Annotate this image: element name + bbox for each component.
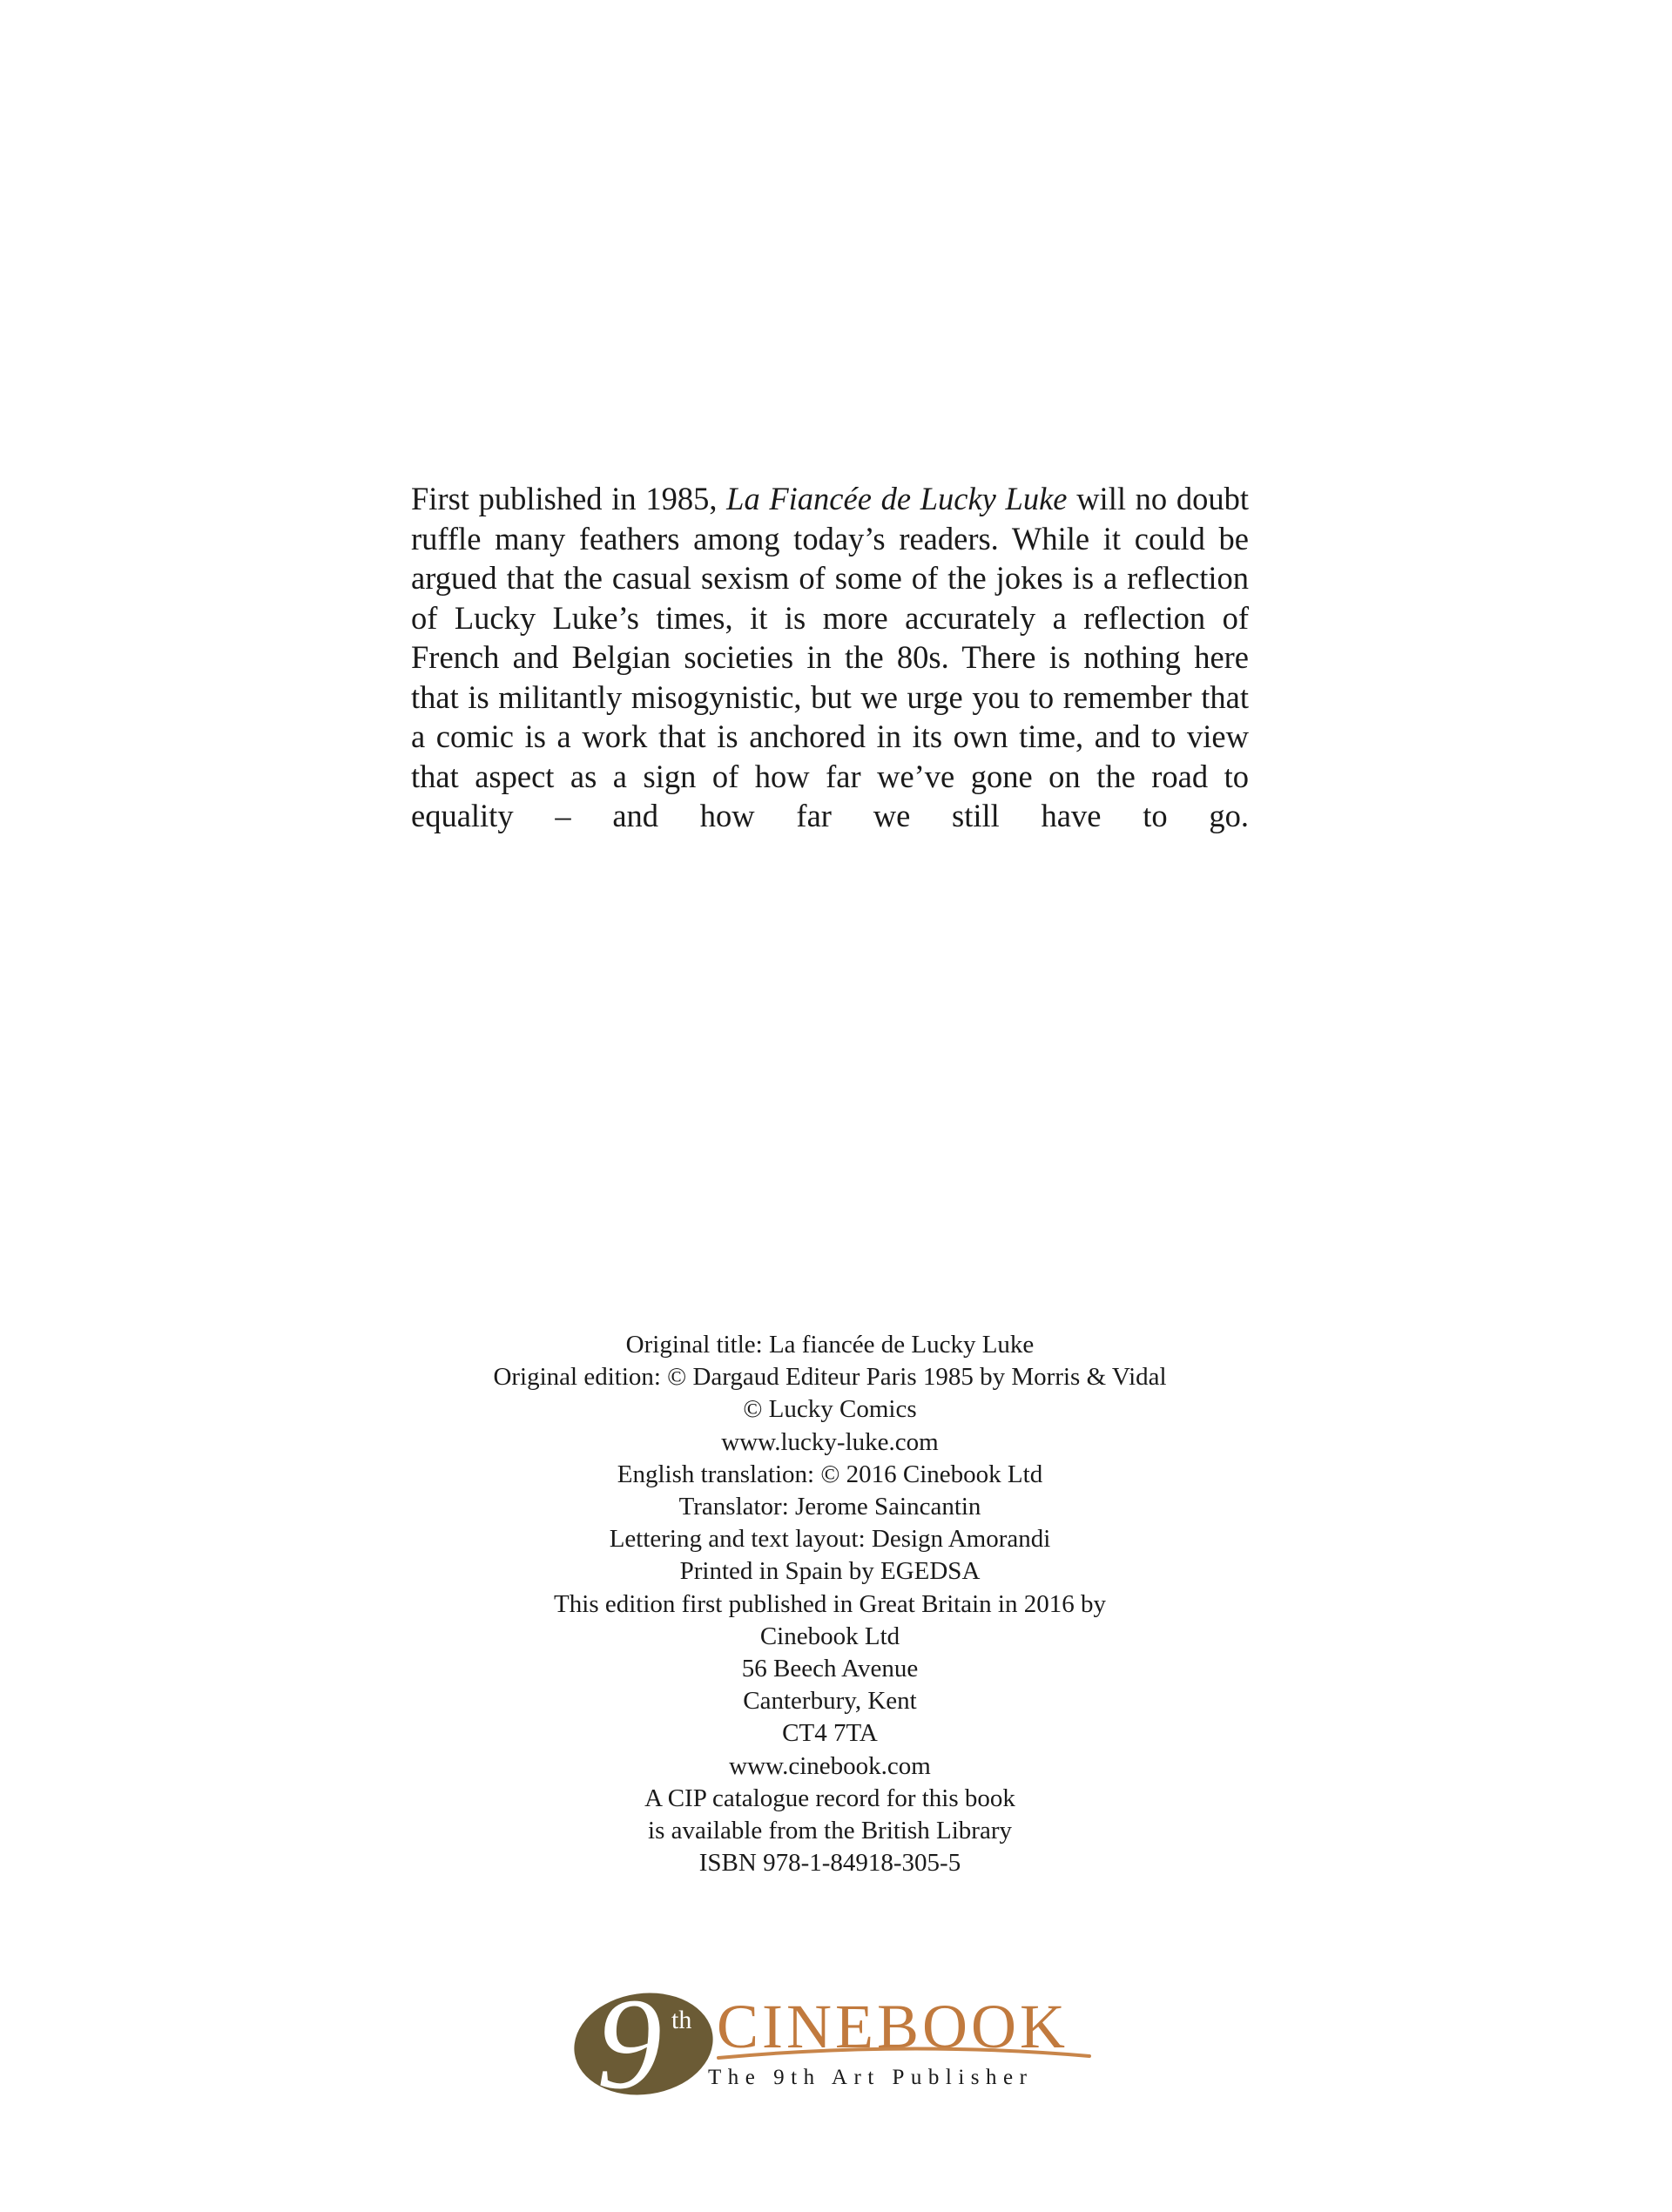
ninth-art-mark-icon [570, 1990, 718, 2103]
credit-cinebook-website: www.cinebook.com [729, 1751, 931, 1780]
credit-edition: This edition first published in Great Britain in 2016 by [554, 1589, 1106, 1618]
notice-intro: First published in 1985, [411, 481, 718, 516]
notice-body: will no doubt ruffle many feathers among today’s readers. While it could be argued that the casual sexism of some of the jokes is a reflection of Lucky Luke’s times, it is more accurately a reflection of French and Belgian societies in the 80s. There is nothing here that is militantly misogynistic, but we urge you to remember that a comic is a work that is anchored in its own time, and to view that aspect as a sign of how far we’ve gone on the road to equality – and how far we still have to go. [411, 481, 1249, 833]
logo-numeral: 9 [597, 1990, 662, 2103]
credit-printer: Printed in Spain by EGEDSA [679, 1557, 981, 1586]
credit-original-edition: Original edition: © Dargaud Editeur Paris 1985 by Morris & Vidal [493, 1363, 1167, 1392]
content-notice [411, 479, 1249, 836]
credit-translator: Translator: Jerome Saincantin [678, 1493, 981, 1521]
credit-lettering: Lettering and text layout: Design Amorandi [609, 1525, 1051, 1554]
credit-original-title: Original title: La fiancée de Lucky Luke [625, 1331, 1035, 1359]
credit-cip-line-1: A CIP catalogue record for this book [644, 1784, 1015, 1812]
logo-name: CINEBOOK [717, 1992, 1069, 2061]
credit-address-postcode: CT4 7TA [782, 1719, 878, 1748]
logo-tagline: The 9th Art Publisher [708, 2066, 1034, 2089]
credit-publisher-name: Cinebook Ltd [759, 1622, 900, 1650]
credit-lucky-luke-website: www.lucky-luke.com [721, 1427, 939, 1456]
credit-address-city: Canterbury, Kent [743, 1687, 917, 1716]
credit-english-translation: English translation: © 2016 Cinebook Ltd [617, 1460, 1043, 1488]
credits-block [0, 1329, 1660, 1879]
credit-cip-line-2: is available from the British Library [648, 1817, 1012, 1845]
cinebook-logo [570, 1990, 1093, 2103]
notice-original-title: La Fiancée de Lucky Luke [726, 481, 1068, 516]
credit-isbn: ISBN 978-1-84918-305-5 [698, 1849, 961, 1878]
logo-superscript: th [671, 2006, 692, 2034]
logo-swoosh-icon [717, 2039, 1091, 2065]
credit-address-street: 56 Beech Avenue [741, 1655, 919, 1683]
credit-copyright: © Lucky Comics [743, 1395, 917, 1424]
